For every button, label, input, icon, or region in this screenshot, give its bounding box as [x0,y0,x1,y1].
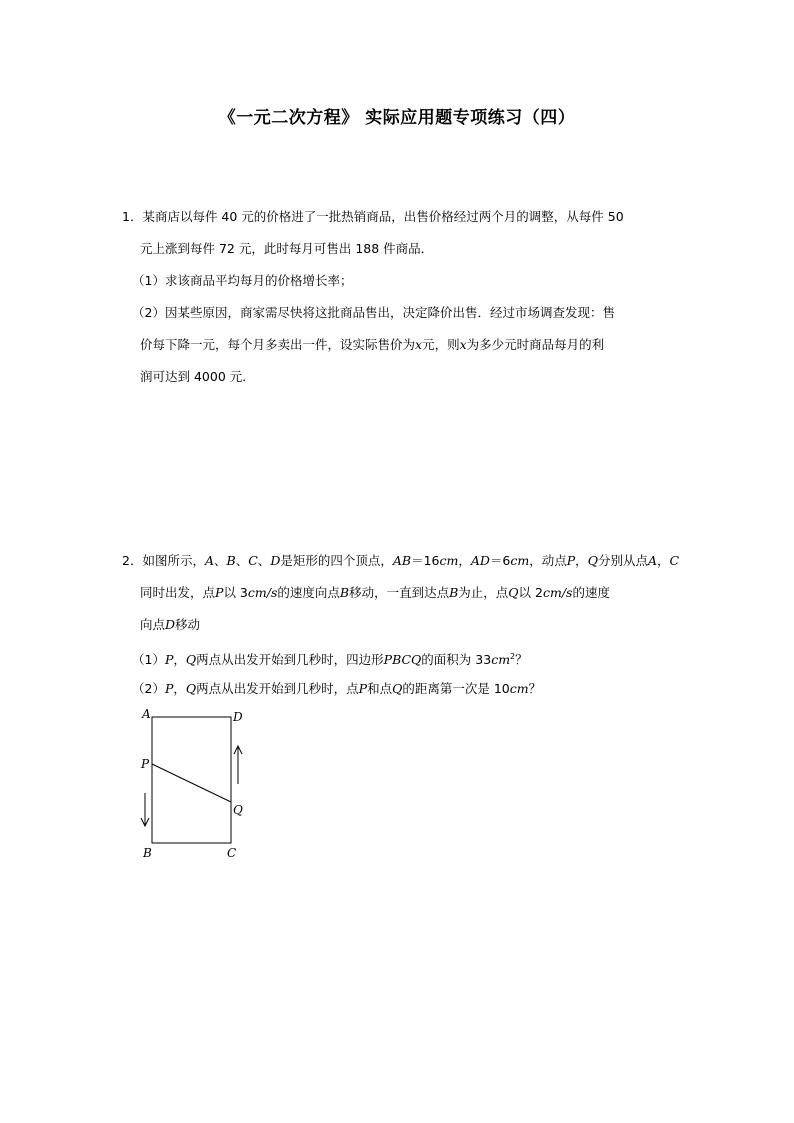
text: （1） [132,652,165,668]
unit: cm [510,553,530,568]
text: ， [173,681,186,696]
text: 的速度向点 [277,585,340,600]
rectangle-figure [130,700,260,870]
text: 两点从出发开始到几秒时，点 [196,681,359,696]
text: ， [575,553,588,568]
var: B [226,553,236,568]
text: ， [173,652,186,668]
label-q: Q [233,803,243,817]
text: ＝16 [411,553,440,568]
unit: cm [439,553,459,568]
var: Q [392,681,403,696]
text: 、 [214,553,227,568]
q2-line3 [140,617,200,633]
page-title: 《一元二次方程》 实际应用题专项练习（四） [218,108,576,128]
label-a: A [142,707,151,721]
q2-line2 [140,585,610,601]
text: 的面积为 33 [421,652,492,668]
text: 是矩形的四个顶点， [280,553,393,568]
var: C [248,553,258,568]
text: ？ [515,652,528,668]
var: AB [392,553,412,568]
var: B [449,585,459,600]
unit: cm/s [542,585,573,600]
var: D [165,617,176,632]
text: 移动 [175,617,201,632]
var: C [669,553,680,568]
var: A [204,553,214,568]
q2-part1 [132,649,528,668]
text: ， [656,553,670,568]
label-d: D [233,710,243,724]
text: 和点 [367,681,393,696]
var: P [566,553,576,568]
var: P [215,585,224,600]
text: ＝6 [489,553,511,568]
text: ？ [528,681,542,696]
text: 两点从出发开始到几秒时，四边形 [196,652,384,668]
var: P [164,652,174,668]
text: （2） [132,681,165,696]
segment-pq [152,764,231,802]
text: 以 3 [223,585,248,600]
var: P [164,681,174,696]
text: 以 2 [518,585,543,600]
rectangle-abcd [152,717,231,843]
label-c: C [227,846,237,860]
text: 分别从点 [597,553,648,568]
q2-line1 [122,553,679,569]
superscript: 2 [510,652,516,661]
text: 的速度 [572,585,610,600]
var: PBCQ [383,652,422,668]
text: 的距离第一次是 10 [402,681,510,696]
text: 向点 [140,617,166,632]
unit: cm/s [247,585,278,600]
q1-part2-line1: （2）因某些原因，商家需尽快将这批商品售出，决定降价出售．经过市场调查发现：售 [132,305,615,320]
var: B [339,585,350,600]
unit: cm [509,681,529,696]
var: Q [185,652,197,668]
text: 为多少元时商品每月的利 [466,337,605,352]
var: P [358,681,368,696]
text: 为止，点 [458,585,509,600]
var: A [647,553,657,568]
q1-line1: 1．某商店以每件 40 元的价格进了一批热销商品，出售价格经过两个月的调整，从每件 50 [122,209,624,224]
text: ，动点 [529,553,567,568]
var: Q [185,681,197,696]
text: 2．如图所示， [122,553,205,568]
q1-line2: 元上涨到每件 72 元，此时每月可售出 188 件商品． [140,241,434,256]
q1-part1: （1）求该商品平均每月的价格增长率； [132,273,353,288]
label-p: P [141,757,150,771]
text: 、 [235,553,249,568]
var: Q [587,553,598,568]
q2-part2 [132,681,541,697]
text: 移动，一直到达点 [349,585,450,600]
text: 元，则 [422,337,460,352]
var: D [270,553,281,568]
text: 价每下降一元，每个月多卖出一件，设实际售价为 [140,337,416,352]
text: 同时出发，点 [140,585,216,600]
var-x: x [459,337,467,352]
var: Q [508,585,519,600]
text: ， [458,553,471,568]
q1-part2-line3: 润可达到 4000 元． [140,369,255,384]
unit: cm [491,652,511,668]
var-x: x [415,337,423,352]
q1-part2-line2 [140,337,604,353]
var: AD [470,553,490,568]
label-b: B [143,846,152,860]
text: 、 [257,553,271,568]
